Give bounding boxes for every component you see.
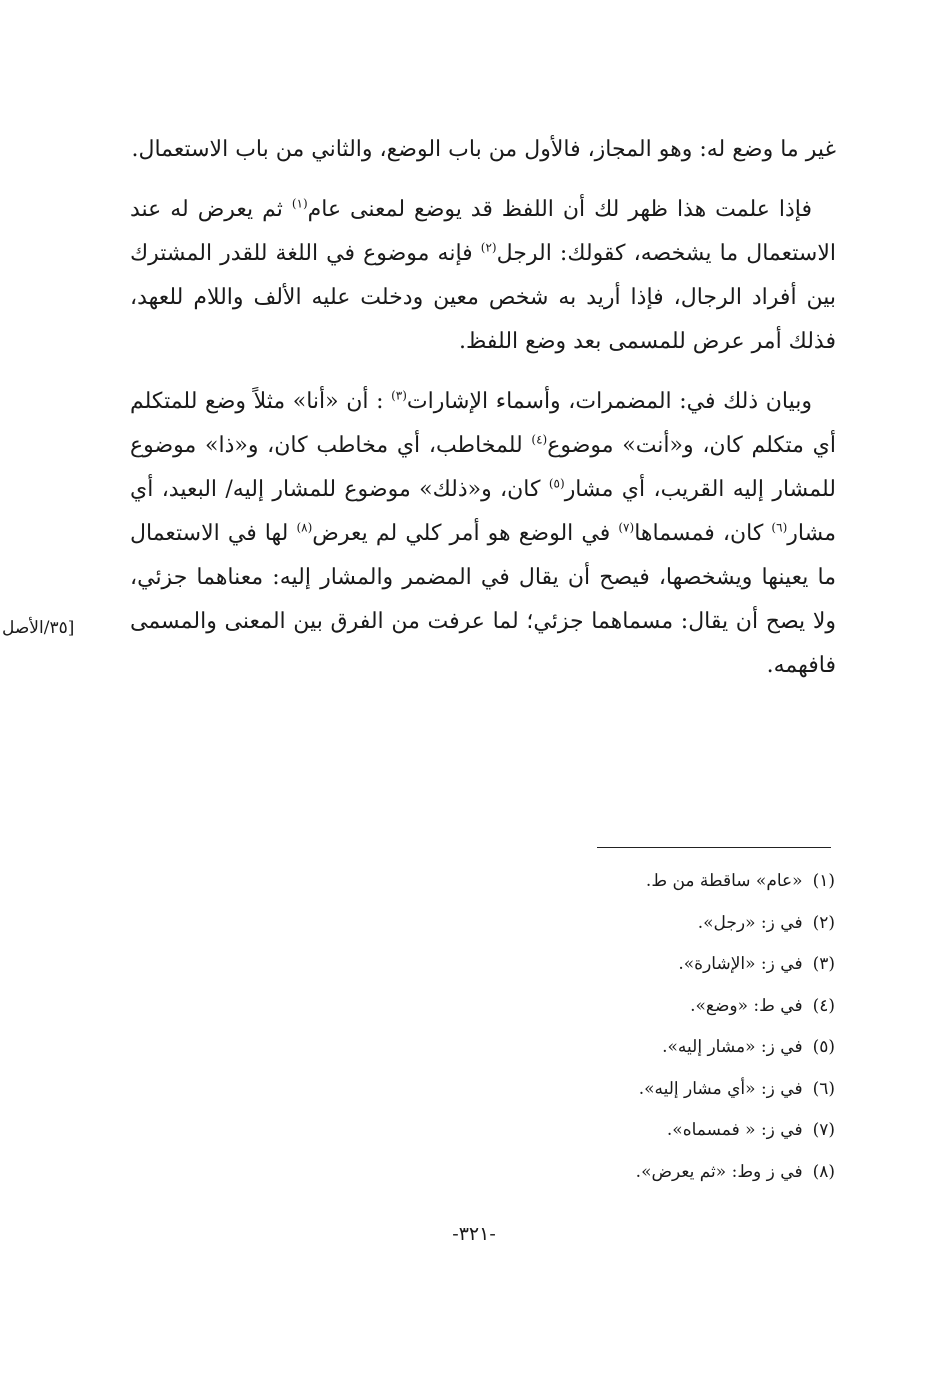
paragraph-text: لها في الاستعمال ما يعينها ويشخصها، فيصح أن يقال في المضمر والمشار إليه: معناهما جزئي، ولا يصح أن يقال: مسماهما جزئي؛ لما عرفت من الفرق بين المعنى والمسمى فافهمه. (130, 521, 836, 678)
footnote-text: في ز: «مشار إليه». (662, 1037, 803, 1057)
footnote (400, 947, 835, 989)
footnote-text: في ز: «رجل». (697, 912, 803, 933)
footnote-text: في ط: «وضع». (690, 995, 803, 1016)
footnote-ref[interactable]: (٣) (391, 388, 407, 403)
footnote-ref[interactable]: (١) (291, 196, 308, 211)
paragraph-text: ثم يعرض له عند الاستعمال ما يشخصه، كقولك: الرجل (130, 197, 836, 266)
footnote-number: (١) (812, 871, 835, 891)
footnote (400, 1072, 835, 1114)
footnote-ref[interactable]: (٨) (296, 520, 313, 535)
footnote-number: (٣) (812, 954, 835, 974)
footnote-number: (٤) (812, 995, 835, 1016)
footnote (400, 1030, 835, 1072)
footnote-ref[interactable]: (٤) (531, 432, 548, 447)
footnote-text: «عام» ساقطة من ط. (645, 871, 803, 891)
paragraph (130, 128, 836, 172)
main-text (130, 128, 836, 704)
margin-note: [٣٥/الأصل (2, 618, 75, 638)
footnote-divider (597, 847, 831, 848)
footnote-text: في ز: «أي مشار إليه». (638, 1078, 803, 1099)
paragraph-text: : أن «أنا» مثلاً وضع للمتكلم أي متكلم كان، و«أنت» موضوع (130, 389, 836, 458)
paragraph-text: فإذا علمت هذا ظهر لك أن اللفظ قد يوضع لمعنى عام (307, 197, 812, 222)
paragraph-text: وبيان ذلك في: المضمرات، وأسماء الإشارات (406, 389, 812, 414)
footnotes (400, 864, 835, 1196)
footnote-text: في ز: «الإشارة». (678, 954, 803, 974)
paragraph (130, 380, 836, 688)
footnote-number: (٢) (812, 912, 835, 933)
footnote-ref[interactable]: (٦) (771, 520, 788, 535)
paragraph-text: للمخاطب، أي مخاطب كان، و«ذا» موضوع للمشار إليه القريب، أي مشار (130, 433, 837, 502)
paragraph-text: في الوضع هو أمر كلي لم يعرض (312, 521, 619, 546)
footnote-number: (٦) (812, 1078, 835, 1099)
footnote-number: (٧) (812, 1120, 835, 1140)
footnote (400, 1155, 835, 1197)
footnote-ref[interactable]: (٧) (618, 520, 635, 535)
footnote-number: (٨) (812, 1161, 835, 1182)
footnote-text: في ز: « فمسماه». (666, 1120, 803, 1140)
footnote-number: (٥) (812, 1037, 835, 1057)
footnote (400, 1113, 835, 1155)
footnote (400, 989, 835, 1031)
footnote-ref[interactable]: (٥) (548, 476, 565, 491)
page-number: -٣٢١- (452, 1223, 496, 1245)
paragraph-text: كان، فمسماها (634, 521, 772, 546)
footnote (400, 906, 835, 948)
paragraph-text: غير ما وضع له: وهو المجاز، فالأول من باب الوضع، والثاني من باب الاستعمال. (131, 137, 836, 162)
paragraph-text: فإنه موضوع في اللغة للقدر المشترك بين أفراد الرجال، فإذا أريد به شخص معين ودخلت عليه الألف واللام للعهد، فذلك أمر عرض للمسمى بعد وضع اللفظ. (130, 241, 836, 354)
footnote-ref[interactable]: (٢) (480, 240, 497, 255)
paragraph (130, 188, 836, 364)
footnote-text: في ز وط: «ثم يعرض». (635, 1161, 803, 1182)
paragraph-text: كان، و«ذلك» موضوع للمشار إليه/ البعيد، أي مشار (130, 477, 836, 546)
footnote (400, 864, 835, 906)
